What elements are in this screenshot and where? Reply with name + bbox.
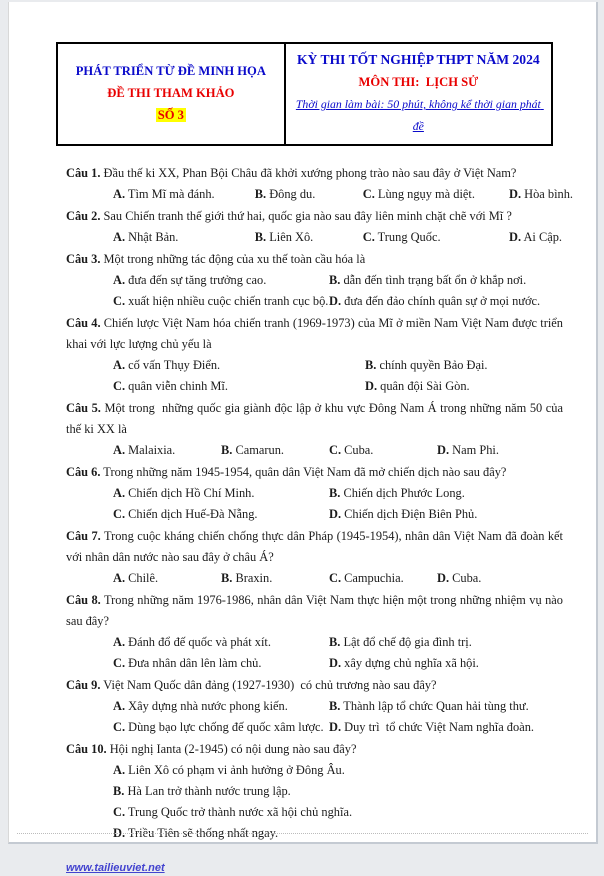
option-B: B. dẫn đến tình trạng bất ổn ở khắp nơi.	[329, 273, 527, 287]
option-letter: D.	[437, 571, 450, 585]
option-letter: D.	[113, 826, 126, 840]
question-stem: Câu 6. Trong những năm 1945-1954, quân dân Việt Nam đã mở chiến dịch nào sau đây?	[66, 465, 507, 479]
option-letter: B.	[254, 230, 267, 244]
question-stem: Câu 7. Trong cuộc kháng chiến chống thực dân Pháp (1945-1954), nhân dân Việt Nam đã đoàn kết với nhân dân nước nào sau đây ở châu Á?	[66, 529, 563, 564]
page-margin-dotted-line	[17, 833, 588, 834]
header-left-cell	[57, 43, 285, 145]
question-stem: Câu 2. Sau Chiến tranh thế giới thứ hai, quốc gia nào sau đây liên minh chặt chẽ với Mĩ ?	[66, 209, 512, 223]
option-letter: D.	[365, 379, 378, 393]
question-1	[66, 163, 574, 205]
option-letter: D.	[329, 656, 342, 670]
option-D: D. xây dựng chủ nghĩa xã hội.	[329, 656, 479, 670]
option-C: C. Cuba.	[329, 443, 374, 457]
option-letter: C.	[329, 571, 342, 585]
option-A: A. đưa đến sự tăng trưởng cao.	[113, 273, 267, 287]
question-5	[66, 398, 563, 461]
options-row	[66, 355, 563, 397]
option-letter: B.	[254, 187, 267, 201]
option-A: A. Xây dựng nhà nước phong kiến.	[113, 699, 288, 713]
exam-page	[8, 2, 598, 874]
options-row	[66, 270, 563, 312]
option-B: B. Liên Xô.	[254, 230, 314, 244]
question-6	[66, 462, 563, 525]
exam-title: KỲ THI TỐT NGHIỆP THPT NĂM 2024	[296, 52, 540, 67]
option-B: B. Đông du.	[254, 187, 316, 201]
header-left-line2: ĐỀ THI THAM KHẢO	[107, 86, 235, 100]
option-letter: D.	[329, 294, 342, 308]
question-number: Câu 4.	[66, 316, 101, 330]
question-number: Câu 1.	[66, 166, 101, 180]
option-letter: B.	[113, 784, 125, 798]
option-letter: C.	[113, 656, 126, 670]
option-letter: B.	[221, 571, 233, 585]
page-footer	[66, 858, 562, 876]
option-letter: B.	[365, 358, 377, 372]
option-B: B. Thành lập tổ chức Quan hải tùng thư.	[329, 699, 529, 713]
option-C: C. Dùng bạo lực chống đế quốc xâm lược.	[113, 720, 324, 734]
question-7	[66, 526, 563, 589]
question-stem: Câu 3. Một trong những tác động của xu thế toàn cầu hóa là	[66, 252, 366, 266]
options-row	[66, 440, 563, 461]
option-letter: A.	[113, 358, 126, 372]
option-letter: C.	[113, 805, 126, 819]
option-A: A. cố vấn Thụy Điển.	[113, 358, 221, 372]
option-letter: B.	[329, 699, 341, 713]
header-right-cell	[285, 43, 552, 145]
option-C: C. quân viễn chinh Mĩ.	[113, 379, 228, 393]
option-letter: C.	[329, 443, 342, 457]
question-stem: Câu 9. Việt Nam Quốc dân đảng (1927-1930) có chủ trương nào sau đây?	[66, 678, 437, 692]
option-C: C. Đưa nhân dân lên làm chủ.	[113, 656, 262, 670]
option-B: B. Hà Lan trở thành nước trung lập.	[113, 784, 291, 798]
option-letter: C.	[362, 187, 375, 201]
time-limit-line: Thời gian làm bài: 50 phút, không kể thời gian phát đề	[295, 97, 544, 133]
question-stem: Câu 5. Một trong những quốc gia giành độc lập ở khu vực Đông Nam Á trong những năm 50 của thế ki XX là	[66, 401, 563, 436]
question-number: Câu 7.	[66, 529, 101, 543]
question-8	[66, 590, 563, 674]
option-A: A. Chilê.	[113, 571, 159, 585]
option-letter: D.	[509, 187, 522, 201]
question-number: Câu 2.	[66, 209, 101, 223]
option-D: D. Ai Cập.	[509, 230, 563, 244]
option-letter: A.	[113, 273, 126, 287]
option-letter: C.	[113, 379, 126, 393]
option-letter: A.	[113, 486, 126, 500]
option-D: D. Triều Tiên sẽ thống nhất ngay.	[113, 826, 279, 840]
header-table	[56, 42, 553, 146]
options-row	[66, 632, 563, 674]
option-letter: B.	[329, 635, 341, 649]
question-4	[66, 313, 563, 397]
option-C: C. Trung Quốc trở thành nước xã hội chủ nghĩa.	[113, 805, 353, 819]
option-D: D. Duy trì tổ chức Việt Nam nghĩa đoàn.	[329, 720, 534, 734]
question-10	[66, 739, 563, 844]
question-number: Câu 10.	[66, 742, 107, 756]
header-left-line1: PHÁT TRIỂN TỪ ĐỀ MINH HỌA	[75, 64, 266, 78]
option-A: A. Đánh đổ đế quốc và phát xít.	[113, 635, 271, 649]
subject-line: MÔN THI: LỊCH SỬ	[358, 75, 479, 89]
option-letter: D.	[437, 443, 450, 457]
option-letter: B.	[329, 273, 341, 287]
option-letter: A.	[113, 699, 126, 713]
option-letter: B.	[329, 486, 341, 500]
question-number: Câu 5.	[66, 401, 101, 415]
option-letter: D.	[329, 507, 342, 521]
option-letter: C.	[113, 507, 126, 521]
option-letter: C.	[113, 720, 126, 734]
question-stem: Câu 10. Hội nghị Ianta (2-1945) có nội dung nào sau đây?	[66, 742, 357, 756]
option-A: A. Tìm Mĩ mà đánh.	[113, 187, 215, 201]
option-C: C. Trung Quốc.	[362, 230, 441, 244]
option-A: A. Nhật Bản.	[113, 230, 179, 244]
question-stem: Câu 4. Chiến lược Việt Nam hóa chiến tranh (1969-1973) của Mĩ ở miền Nam Việt Nam được triển khai với lực lượng chủ yếu là	[66, 316, 563, 351]
option-D: D. quân đội Sài Gòn.	[365, 379, 470, 393]
option-D: D. đưa đến đảo chính quân sự ở mọi nước.	[329, 294, 541, 308]
option-D: D. Chiến dịch Điện Biên Phủ.	[329, 507, 478, 521]
questions-list	[66, 163, 574, 844]
options-row	[66, 760, 563, 844]
exam-number-highlight: SỐ 3	[157, 108, 184, 122]
question-2	[66, 206, 563, 248]
question-stem: Câu 1. Đầu thế ki XX, Phan Bội Châu đã khởi xướng phong trào nào sau đây ở Việt Nam?	[66, 166, 517, 180]
question-number: Câu 3.	[66, 252, 101, 266]
option-letter: B.	[221, 443, 233, 457]
option-D: D. Cuba.	[437, 571, 482, 585]
footer-link[interactable]: www.tailieuviet.net	[66, 862, 165, 874]
option-A: A. Chiến dịch Hồ Chí Minh.	[113, 486, 255, 500]
question-number: Câu 6.	[66, 465, 101, 479]
option-letter: D.	[509, 230, 522, 244]
option-B: B. chính quyền Bảo Đại.	[365, 358, 488, 372]
option-letter: A.	[113, 443, 126, 457]
option-letter: A.	[113, 187, 126, 201]
question-9	[66, 675, 563, 738]
option-B: B. Chiến dịch Phước Long.	[329, 486, 465, 500]
option-C: C. xuất hiện nhiều cuộc chiến tranh cục bộ.	[113, 294, 329, 308]
question-number: Câu 8.	[66, 593, 101, 607]
question-number: Câu 9.	[66, 678, 101, 692]
option-letter: A.	[113, 635, 126, 649]
option-letter: D.	[329, 720, 342, 734]
option-D: D. Hòa bình.	[509, 187, 574, 201]
option-letter: C.	[362, 230, 375, 244]
options-row	[66, 568, 563, 589]
option-D: D. Nam Phi.	[437, 443, 499, 457]
question-stem: Câu 8. Trong những năm 1976-1986, nhân dân Việt Nam thực hiện một trong những nhiệm vụ nào sau đây?	[66, 593, 563, 628]
option-C: C. Campuchia.	[329, 571, 404, 585]
options-row	[66, 184, 574, 205]
option-B: B. Braxin.	[221, 571, 273, 585]
option-letter: A.	[113, 230, 126, 244]
option-C: C. Lùng ngụy mà diệt.	[362, 187, 475, 201]
option-letter: C.	[113, 294, 126, 308]
option-A: A. Malaixia.	[113, 443, 176, 457]
header-left-line3	[62, 104, 280, 126]
option-B: B. Camarun.	[221, 443, 284, 457]
options-row	[66, 696, 563, 738]
options-row	[66, 227, 563, 248]
option-C: C. Chiến dịch Huế-Đà Nẵng.	[113, 507, 258, 521]
option-letter: A.	[113, 763, 126, 777]
option-letter: A.	[113, 571, 126, 585]
question-3	[66, 249, 563, 312]
option-A: A. Liên Xô có phạm vi ảnh hưởng ở Đông Âu.	[113, 763, 345, 777]
option-B: B. Lật đổ chế độ gia đình trị.	[329, 635, 472, 649]
options-row	[66, 483, 563, 525]
